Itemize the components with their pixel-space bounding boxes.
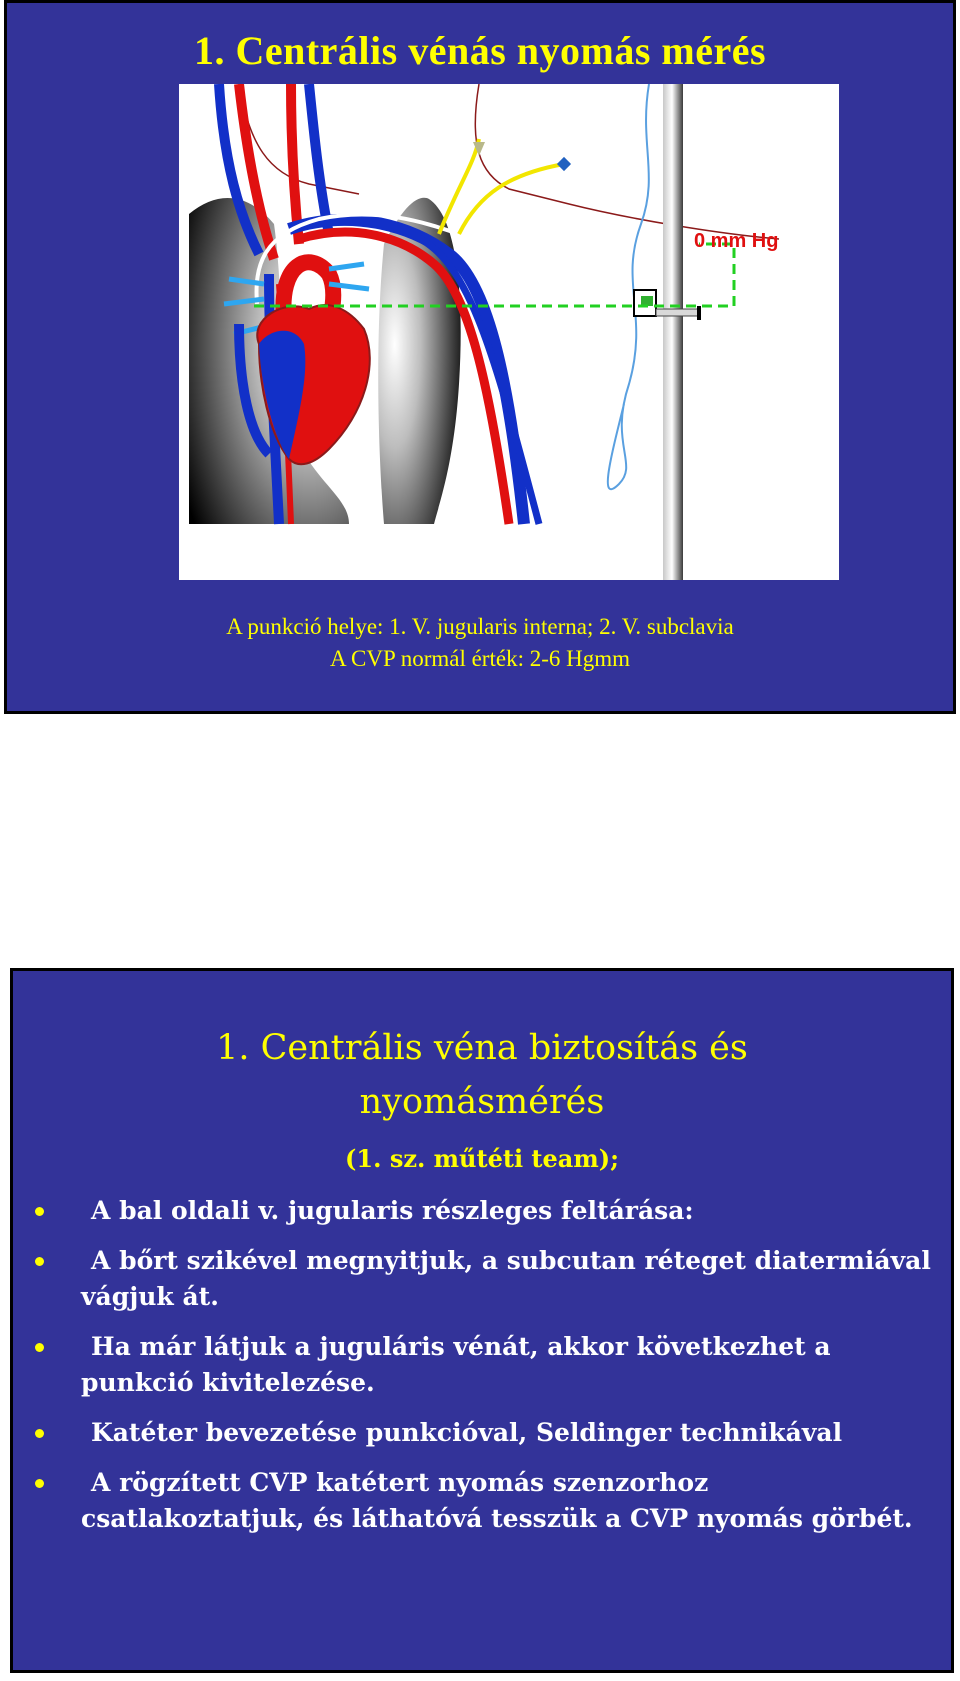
pressure-label: 0 mm Hg: [694, 230, 779, 252]
transducer-cable: [608, 84, 649, 489]
bullet-icon: [35, 1257, 44, 1266]
slide-title: [13, 1021, 951, 1129]
slide-subtitle: (1. sz. műtéti team);: [345, 1144, 619, 1173]
title-line-1: 1. Centrális véna biztosítás és: [216, 1028, 748, 1068]
list-item: Katéter bevezetése punkcióval, Seldinger technikával: [81, 1415, 931, 1451]
list-item: Ha már látjuk a juguláris vénát, akkor következhet a punkció kivitelezése.: [81, 1329, 931, 1401]
slide-cvp-measurement: [4, 0, 956, 714]
list-item: A bal oldali v. jugularis részleges feltárása:: [81, 1193, 931, 1229]
title-line-2: nyomásmérés: [359, 1082, 605, 1122]
bullet-icon: [35, 1343, 44, 1352]
caption-normal-value: A CVP normál érték: 2-6 Hgmm: [329, 646, 631, 671]
cvp-illustration: [179, 84, 839, 580]
bullet-icon: [35, 1429, 44, 1438]
bullet-icon: [35, 1207, 44, 1216]
list-item: A bőrt szikével megnyitjuk, a subcutan réteget diatermiával vágjuk át.: [81, 1243, 931, 1315]
slide-central-vein-procedure: [10, 968, 954, 1673]
procedure-steps-list: [81, 1193, 931, 1551]
slide-title: 1. Centrális vénás nyomás mérés: [193, 28, 767, 73]
yellow-tubing: [439, 139, 564, 234]
list-item: A rögzített CVP katétert nyomás szenzorhoz csatlakoztatjuk, és láthatóvá tesszük a CVP nyomás görbét.: [81, 1465, 931, 1537]
bullet-icon: [35, 1479, 44, 1488]
caption-puncture-site: A punkció helye: 1. V. jugularis interna; 2. V. subclavia: [226, 614, 734, 639]
iv-pole: [663, 84, 683, 580]
